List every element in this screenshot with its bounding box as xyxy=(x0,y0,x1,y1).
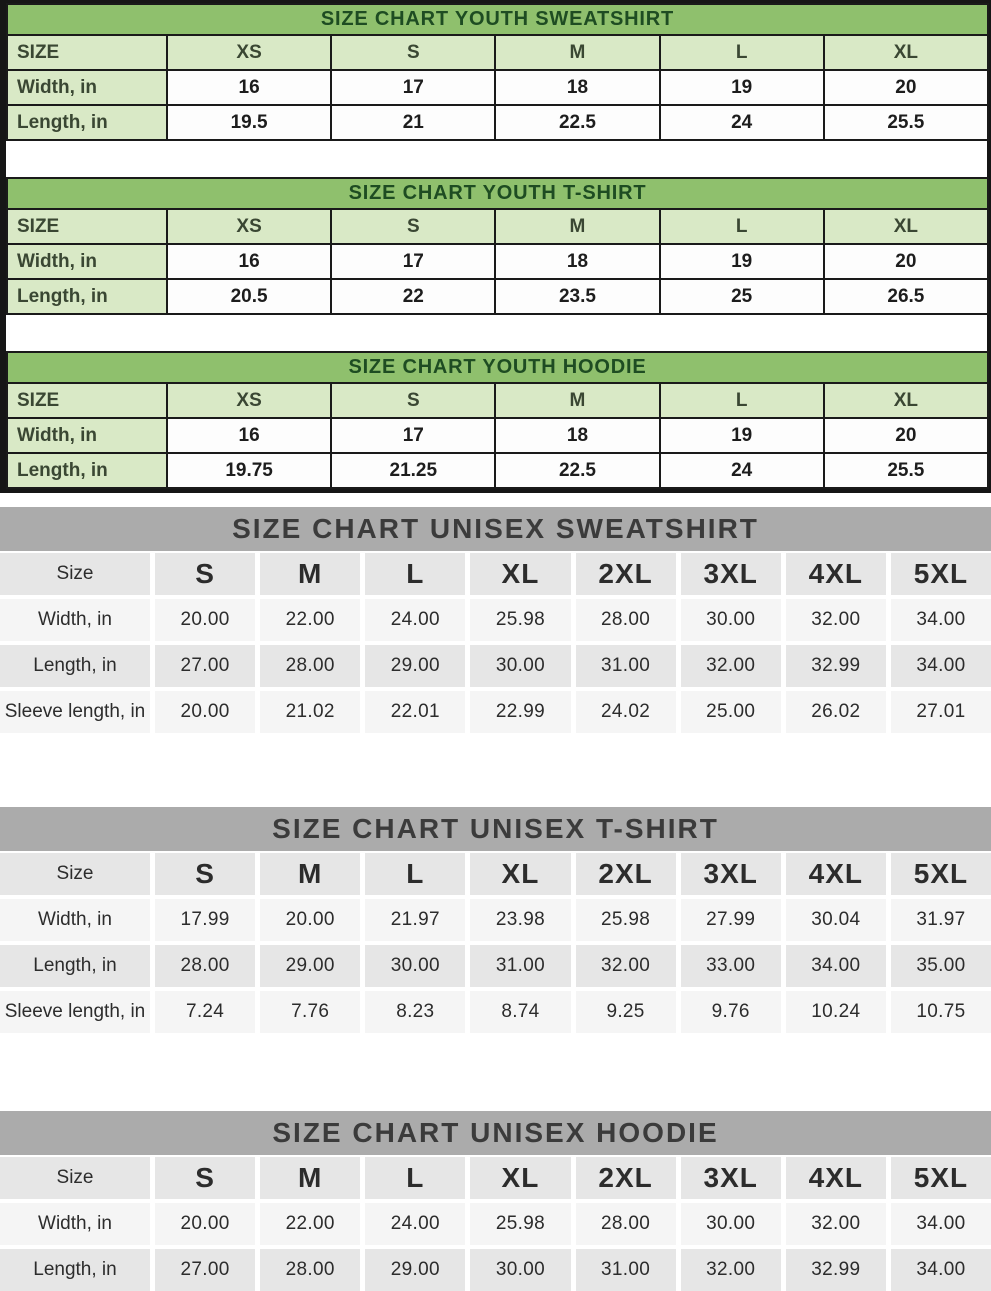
unisex-tshirt-size-table xyxy=(0,807,991,1033)
table-row xyxy=(0,899,991,941)
size-value: 20.5 xyxy=(167,279,331,314)
size-value: 20.00 xyxy=(155,691,255,733)
row-label: Length, in xyxy=(7,453,167,488)
size-value: 22.00 xyxy=(260,1203,360,1245)
size-value: 23.98 xyxy=(470,899,570,941)
size-value: 19 xyxy=(660,70,824,105)
size-value: 29.00 xyxy=(365,645,465,687)
column-header: M xyxy=(495,35,659,70)
column-header: S xyxy=(155,553,255,595)
unisex-hoodie-size-table xyxy=(0,1111,991,1291)
table-row xyxy=(0,991,991,1033)
column-header: S xyxy=(331,209,495,244)
size-value: 26.5 xyxy=(824,279,988,314)
column-header: M xyxy=(260,853,360,895)
size-value: 34.00 xyxy=(786,945,886,987)
column-header: XL xyxy=(470,1157,570,1199)
size-value: 23.5 xyxy=(495,279,659,314)
column-header: 4XL xyxy=(786,1157,886,1199)
size-value: 17 xyxy=(331,418,495,453)
row-label: Length, in xyxy=(7,105,167,140)
column-header: XL xyxy=(824,209,988,244)
table-row xyxy=(0,1203,991,1245)
table-title: SIZE CHART UNISEX T-SHIRT xyxy=(0,807,991,851)
size-value: 33.00 xyxy=(681,945,781,987)
column-header: S xyxy=(331,35,495,70)
section-gap xyxy=(0,733,991,807)
column-header: 4XL xyxy=(786,853,886,895)
unisex-sweatshirt-size-table xyxy=(0,507,991,733)
size-column-label: SIZE xyxy=(7,35,167,70)
table-row xyxy=(7,279,988,314)
size-value: 18 xyxy=(495,244,659,279)
size-value: 8.74 xyxy=(470,991,570,1033)
size-value: 21 xyxy=(331,105,495,140)
row-label: Length, in xyxy=(0,1249,150,1291)
size-value: 9.25 xyxy=(576,991,676,1033)
column-header: M xyxy=(260,553,360,595)
size-value: 22 xyxy=(331,279,495,314)
size-value: 34.00 xyxy=(891,645,991,687)
table-header-row xyxy=(0,1157,991,1199)
column-header: XL xyxy=(824,35,988,70)
size-value: 25.00 xyxy=(681,691,781,733)
size-value: 16 xyxy=(167,418,331,453)
table-title-row xyxy=(7,4,988,35)
size-value: 7.76 xyxy=(260,991,360,1033)
youth-sweatshirt-size-table xyxy=(6,3,989,141)
size-value: 28.00 xyxy=(576,599,676,641)
size-value: 30.00 xyxy=(470,1249,570,1291)
column-header: XL xyxy=(470,553,570,595)
table-row xyxy=(7,244,988,279)
column-header: L xyxy=(660,35,824,70)
table-row xyxy=(7,418,988,453)
size-value: 17.99 xyxy=(155,899,255,941)
section-gap xyxy=(0,1033,991,1111)
size-value: 17 xyxy=(331,70,495,105)
table-row xyxy=(0,645,991,687)
size-value: 16 xyxy=(167,244,331,279)
size-value: 8.23 xyxy=(365,991,465,1033)
size-value: 25.5 xyxy=(824,453,988,488)
row-label: Width, in xyxy=(0,1203,150,1245)
column-header: XL xyxy=(470,853,570,895)
size-value: 27.00 xyxy=(155,1249,255,1291)
table-header-row xyxy=(7,383,988,418)
table-header-row xyxy=(0,853,991,895)
size-value: 24.00 xyxy=(365,1203,465,1245)
size-value: 7.24 xyxy=(155,991,255,1033)
size-value: 30.00 xyxy=(470,645,570,687)
table-row xyxy=(0,1249,991,1291)
column-header: 4XL xyxy=(786,553,886,595)
size-value: 24 xyxy=(660,453,824,488)
size-value: 18 xyxy=(495,70,659,105)
size-value: 24.02 xyxy=(576,691,676,733)
size-value: 30.00 xyxy=(681,599,781,641)
size-value: 24 xyxy=(660,105,824,140)
size-value: 10.75 xyxy=(891,991,991,1033)
size-value: 28.00 xyxy=(260,645,360,687)
row-label: Length, in xyxy=(0,945,150,987)
row-label: Width, in xyxy=(0,599,150,641)
table-title: SIZE CHART UNISEX HOODIE xyxy=(0,1111,991,1155)
size-value: 24.00 xyxy=(365,599,465,641)
youth-hoodie-size-table xyxy=(6,351,989,489)
size-value: 25 xyxy=(660,279,824,314)
size-value: 20 xyxy=(824,244,988,279)
column-header: XS xyxy=(167,383,331,418)
size-value: 31.00 xyxy=(470,945,570,987)
size-value: 34.00 xyxy=(891,599,991,641)
size-value: 32.99 xyxy=(786,645,886,687)
section-gap xyxy=(0,493,991,507)
row-label: Sleeve length, in xyxy=(0,691,150,733)
size-value: 28.00 xyxy=(260,1249,360,1291)
size-value: 27.00 xyxy=(155,645,255,687)
size-value: 31.00 xyxy=(576,1249,676,1291)
column-header: 2XL xyxy=(576,853,676,895)
size-value: 18 xyxy=(495,418,659,453)
table-header-row xyxy=(7,209,988,244)
size-value: 16 xyxy=(167,70,331,105)
size-value: 31.97 xyxy=(891,899,991,941)
size-value: 22.5 xyxy=(495,105,659,140)
table-row xyxy=(0,945,991,987)
table-title: SIZE CHART YOUTH T-SHIRT xyxy=(7,178,988,209)
size-value: 22.00 xyxy=(260,599,360,641)
column-header: M xyxy=(495,209,659,244)
table-row xyxy=(0,599,991,641)
column-header: XS xyxy=(167,35,331,70)
size-value: 29.00 xyxy=(365,1249,465,1291)
row-label: Length, in xyxy=(0,645,150,687)
size-column-label: SIZE xyxy=(7,383,167,418)
size-value: 25.5 xyxy=(824,105,988,140)
size-value: 29.00 xyxy=(260,945,360,987)
size-value: 22.99 xyxy=(470,691,570,733)
size-column-label: SIZE xyxy=(7,209,167,244)
size-value: 25.98 xyxy=(470,599,570,641)
column-header: L xyxy=(660,209,824,244)
table-row xyxy=(7,453,988,488)
size-value: 19.75 xyxy=(167,453,331,488)
size-value: 28.00 xyxy=(576,1203,676,1245)
size-value: 30.00 xyxy=(681,1203,781,1245)
size-value: 20.00 xyxy=(155,1203,255,1245)
size-value: 22.01 xyxy=(365,691,465,733)
size-value: 21.02 xyxy=(260,691,360,733)
row-label: Length, in xyxy=(7,279,167,314)
size-value: 27.01 xyxy=(891,691,991,733)
size-value: 26.02 xyxy=(786,691,886,733)
size-column-label: Size xyxy=(0,853,150,895)
section-gap xyxy=(6,141,987,177)
size-value: 35.00 xyxy=(891,945,991,987)
row-label: Sleeve length, in xyxy=(0,991,150,1033)
column-header: L xyxy=(660,383,824,418)
row-label: Width, in xyxy=(7,418,167,453)
column-header: 3XL xyxy=(681,1157,781,1199)
size-value: 30.00 xyxy=(365,945,465,987)
size-column-label: Size xyxy=(0,553,150,595)
column-header: XS xyxy=(167,209,331,244)
size-value: 20.00 xyxy=(155,599,255,641)
column-header: 5XL xyxy=(891,1157,991,1199)
size-value: 20 xyxy=(824,418,988,453)
size-value: 34.00 xyxy=(891,1249,991,1291)
size-value: 25.98 xyxy=(576,899,676,941)
size-value: 20.00 xyxy=(260,899,360,941)
table-title: SIZE CHART YOUTH SWEATSHIRT xyxy=(7,4,988,35)
table-header-row xyxy=(0,553,991,595)
table-title-row xyxy=(7,178,988,209)
table-title: SIZE CHART UNISEX SWEATSHIRT xyxy=(0,507,991,551)
table-row xyxy=(7,70,988,105)
column-header: L xyxy=(365,853,465,895)
size-value: 34.00 xyxy=(891,1203,991,1245)
table-row xyxy=(0,691,991,733)
row-label: Width, in xyxy=(0,899,150,941)
unisex-size-charts-section xyxy=(0,507,991,1291)
column-header: 2XL xyxy=(576,553,676,595)
section-gap xyxy=(6,315,987,351)
table-title: SIZE CHART YOUTH HOODIE xyxy=(7,352,988,383)
column-header: S xyxy=(155,853,255,895)
size-value: 21.97 xyxy=(365,899,465,941)
column-header: 3XL xyxy=(681,553,781,595)
size-value: 21.25 xyxy=(331,453,495,488)
column-header: M xyxy=(260,1157,360,1199)
size-value: 32.00 xyxy=(681,645,781,687)
size-value: 32.99 xyxy=(786,1249,886,1291)
size-value: 32.00 xyxy=(786,599,886,641)
size-value: 19 xyxy=(660,244,824,279)
size-value: 17 xyxy=(331,244,495,279)
size-value: 28.00 xyxy=(155,945,255,987)
column-header: 5XL xyxy=(891,853,991,895)
size-value: 32.00 xyxy=(786,1203,886,1245)
size-value: 22.5 xyxy=(495,453,659,488)
column-header: L xyxy=(365,553,465,595)
youth-size-charts-section xyxy=(0,0,991,493)
size-value: 25.98 xyxy=(470,1203,570,1245)
size-value: 9.76 xyxy=(681,991,781,1033)
size-value: 31.00 xyxy=(576,645,676,687)
column-header: 2XL xyxy=(576,1157,676,1199)
table-header-row xyxy=(7,35,988,70)
row-label: Width, in xyxy=(7,244,167,279)
column-header: XL xyxy=(824,383,988,418)
youth-tshirt-size-table xyxy=(6,177,989,315)
size-value: 27.99 xyxy=(681,899,781,941)
column-header: M xyxy=(495,383,659,418)
column-header: 5XL xyxy=(891,553,991,595)
size-value: 19 xyxy=(660,418,824,453)
size-value: 30.04 xyxy=(786,899,886,941)
size-value: 32.00 xyxy=(681,1249,781,1291)
row-label: Width, in xyxy=(7,70,167,105)
size-value: 19.5 xyxy=(167,105,331,140)
column-header: 3XL xyxy=(681,853,781,895)
size-value: 10.24 xyxy=(786,991,886,1033)
size-value: 20 xyxy=(824,70,988,105)
column-header: S xyxy=(155,1157,255,1199)
column-header: S xyxy=(331,383,495,418)
column-header: L xyxy=(365,1157,465,1199)
table-row xyxy=(7,105,988,140)
size-value: 32.00 xyxy=(576,945,676,987)
table-title-row xyxy=(7,352,988,383)
size-column-label: Size xyxy=(0,1157,150,1199)
